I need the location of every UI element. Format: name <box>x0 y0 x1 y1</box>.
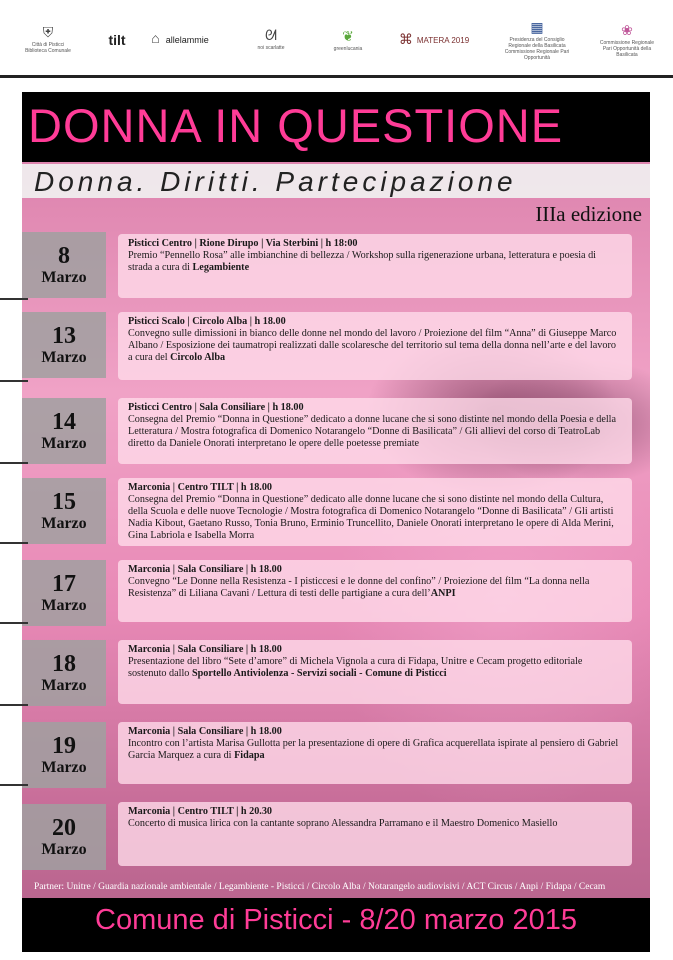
comune-logo <box>22 18 74 62</box>
crest-icon: ⛨ <box>42 26 54 41</box>
event-organizer: ANPI <box>430 588 456 599</box>
date-month: Marzo <box>41 435 87 452</box>
date-box <box>22 722 106 788</box>
event-box <box>118 398 632 464</box>
event-head: Marconia | Sala Consiliare | h 18.00 <box>128 726 282 737</box>
timeline-tick <box>0 380 28 382</box>
event-body <box>128 656 622 680</box>
event-box <box>118 802 632 866</box>
event-text: Concerto di musica lirica con la cantante soprano Alessandra Parramano e il Maestro Domenico Masiello <box>128 818 558 829</box>
matera-mark-icon: ⌘ <box>398 32 413 48</box>
timeline-tick <box>0 542 28 544</box>
event-head: Pisticci Centro | Sala Consiliare | h 18.00 <box>128 402 304 413</box>
event-organizer: Circolo Alba <box>170 352 226 363</box>
event-body <box>128 818 622 830</box>
event-box <box>118 640 632 704</box>
allelammie-logo <box>140 18 220 62</box>
noiscarlatte-logo <box>248 18 294 62</box>
date-month: Marzo <box>41 269 87 286</box>
event-text: Presentazione del libro “Sete d’amore” di Michela Vignola a cura di Fidapa, Unitre e Cecam progetto editoriale sostenuto dallo <box>128 656 583 679</box>
date-day: 14 <box>52 409 76 435</box>
commissione-logo-text: Commissione Regionale Pari Opportunità della Basilicata <box>599 39 655 58</box>
event-text: Incontro con l’artista Marisa Gullotta per la presentazione di opere di Grafica acquerellata ispirate al pensiero di Gabriel Garcia Marquez a cura di <box>128 738 619 761</box>
date-day: 13 <box>52 323 76 349</box>
event-organizer: Sportello Antiviolenza - Servizi sociali - Comune di Pisticci <box>191 668 447 679</box>
date-box <box>22 312 106 378</box>
greenlucania-logo <box>328 18 368 62</box>
event-text: Convegno “Le Donne nella Resistenza - I pisticcesi e le donne del confino” / Proiezione del film “La donna nella Resistenza” di Liliana Cavani / Lettura di testi delle partigiane a cura dell’ <box>128 576 590 599</box>
timeline-tick <box>0 462 28 464</box>
timeline-tick <box>0 784 28 786</box>
date-month: Marzo <box>41 349 87 366</box>
date-month: Marzo <box>41 759 87 776</box>
date-day: 20 <box>52 815 76 841</box>
date-day: 15 <box>52 489 76 515</box>
presidenza-logo <box>500 18 574 62</box>
edition-label: IIIa edizione <box>535 202 642 226</box>
commissione-logo <box>598 18 656 62</box>
date-box <box>22 560 106 626</box>
event-text: Convegno sulle dimissioni in bianco delle donne nel mondo del lavoro / Proiezione del film “Anna” di Giuseppe Marco Albano / Esposizione dei taumatropi realizzati dalle scolaresche del territorio sul tema della donna nell’arte e del lavoro a cura del <box>128 328 617 363</box>
logo-strip <box>0 0 673 78</box>
event-text: Consegna del Premio “Donna in Questione” dedicato a donne lucane che si sono distinte nel mondo della Poesia e della Letteratura / Mostra fotografica di Domenico Notarangelo “Donne di Basilicata” / Gli allievi del corso di TeatroLab diretto da Daniele Onorati interpretano le opere delle poetesse premiate <box>128 414 617 449</box>
matera-logo-text: MATERA 2019 <box>416 35 470 45</box>
event-box <box>118 722 632 784</box>
allelammie-logo-text: allelammie <box>165 35 209 45</box>
timeline-tick <box>0 704 28 706</box>
date-month: Marzo <box>41 677 87 694</box>
event-box <box>118 478 632 546</box>
event-head: Marconia | Centro TILT | h 20.30 <box>128 806 273 817</box>
event-body <box>128 328 622 364</box>
event-body <box>128 576 622 600</box>
date-box <box>22 804 106 870</box>
date-box <box>22 478 106 544</box>
poster-title: DONNA IN QUESTIONE <box>28 99 564 152</box>
date-box <box>22 232 106 298</box>
timeline-tick <box>0 298 28 300</box>
event-organizer: Fidapa <box>234 750 265 761</box>
noiscarlatte-logo-text: noi scarlatte <box>257 45 285 51</box>
event-head: Marconia | Sala Consiliare | h 18.00 <box>128 564 282 575</box>
leaf-icon: ❦ <box>342 29 354 45</box>
event-head: Pisticci Centro | Rione Dirupo | Via Sterbini | h 18:00 <box>128 238 358 249</box>
tilt-logo-text: tilt <box>108 32 126 48</box>
event-organizer: Legambiente <box>192 262 250 273</box>
partners-line: Partner: Unitre / Guardia nazionale ambientale / Legambiente - Pisticci / Circolo Alba / Notarangelo audiovisivi / ACT Circus / Anpi / Fidapa / Cecam <box>34 882 606 892</box>
date-month: Marzo <box>41 597 87 614</box>
footer-title: Comune di Pisticci - 8/20 marzo 2015 <box>95 904 577 936</box>
event-box <box>118 234 632 298</box>
greenlucania-logo-text: greenlucania <box>333 45 363 52</box>
event-head: Pisticci Scalo | Circolo Alba | h 18.00 <box>128 316 286 327</box>
event-head: Marconia | Sala Consiliare | h 18.00 <box>128 644 282 655</box>
date-month: Marzo <box>41 515 87 532</box>
date-month: Marzo <box>41 841 87 858</box>
date-box <box>22 640 106 706</box>
event-body <box>128 250 622 274</box>
event-body <box>128 738 622 762</box>
date-box <box>22 398 106 464</box>
matera-logo <box>394 18 474 62</box>
emblem-icon: ▦ <box>530 20 544 36</box>
comune-logo-text: Città di Pisticci Biblioteca Comunale <box>25 42 71 54</box>
date-day: 18 <box>52 651 76 677</box>
event-body <box>128 494 622 542</box>
poster <box>22 92 650 952</box>
event-body <box>128 414 622 450</box>
presidenza-logo-text: Presidenza del Consiglio Regionale della Basilicata <box>508 36 566 49</box>
flower-icon: ❀ <box>621 23 633 39</box>
tilt-logo <box>100 18 134 62</box>
date-day: 8 <box>58 243 70 269</box>
poster-subtitle: Donna. Diritti. Partecipazione <box>34 166 517 197</box>
event-text: Consegna del Premio “Donna in Questione” dedicato alle donne lucane che si sono distinte nel mondo della Cultura, della Scuola e delle nuove Tecnologie / Mostra fotografica di Domenico Notarangelo “Donne di Basilicata” / Gli artisti Nadia Kibout, Gaetano Russo, Tonia Bruno, Erminio Truncellito, Daniele Onorati interpretano le opere di Alda Merini, Gina Labriola e Isabella Morra <box>128 494 614 541</box>
event-head: Marconia | Centro TILT | h 18.00 <box>128 482 273 493</box>
presidenza-logo-subtext: Commissione Regionale Pari Opportunità <box>504 48 570 61</box>
event-box <box>118 312 632 380</box>
event-box <box>118 560 632 622</box>
figure-icon: ᘛ <box>265 29 277 44</box>
date-day: 17 <box>52 571 76 597</box>
timeline-tick <box>0 622 28 624</box>
lamp-icon: ⌂ <box>151 32 160 47</box>
event-text: Premio “Pennello Rosa” alle imbianchine di bellezza / Workshop sulla rigenerazione urbana, letteratura e poesia di strada a cura di <box>128 250 597 273</box>
date-day: 19 <box>52 733 76 759</box>
